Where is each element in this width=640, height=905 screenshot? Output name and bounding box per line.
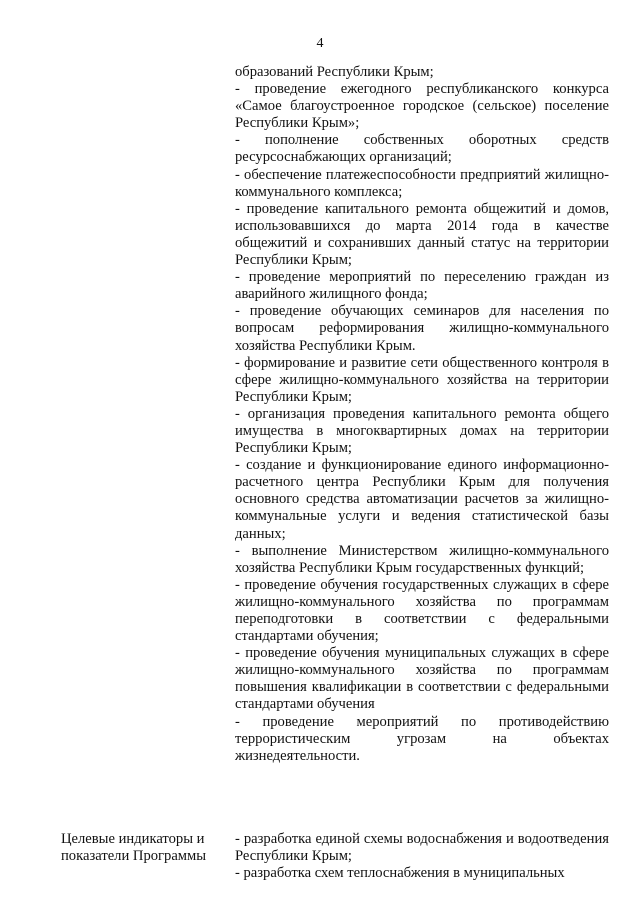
list-item: - выполнение Министерством жилищно-коммунального хозяйства Республики Крым государственных функций; bbox=[235, 542, 609, 576]
list-item: - проведение мероприятий по противодействию террористическим угрозам на объектах жизнедеятельности. bbox=[235, 713, 609, 764]
list-item: - пополнение собственных оборотных средств ресурсоснабжающих организаций; bbox=[235, 132, 609, 166]
list-item: - проведение обучения государственных служащих в сфере жилищно-коммунального хозяйства по программам переподготовки в соответствии с федеральными стандартами обучения; bbox=[235, 576, 609, 645]
list-item: - разработка схем теплоснабжения в муниципальных bbox=[235, 865, 565, 882]
list-item: - формирование и развитие сети общественного контроля в сфере жилищно-коммунального хозяйства на территории Республики Крым; bbox=[235, 354, 609, 405]
page-number: 4 bbox=[316, 36, 324, 51]
list-item: - проведение мероприятий по переселению граждан из аварийного жилищного фонда; bbox=[235, 269, 609, 303]
measures-list bbox=[235, 64, 609, 765]
list-item: - обеспечение платежеспособности предприятий жилищно-коммунального комплекса; bbox=[235, 166, 609, 200]
section-label: Целевые индикаторы и показатели Программы bbox=[61, 831, 207, 864]
list-item: - проведение обучающих семинаров для населения по вопросам реформирования жилищно-коммунального хозяйства Республики Крым. bbox=[235, 303, 609, 354]
list-item: - организация проведения капитального ремонта общего имущества в многоквартирных домах на территории Республики Крым; bbox=[235, 405, 609, 457]
list-item: - проведение ежегодного республиканского конкурса «Самое благоустроенное городское (сельское) поселение Республики Крым»; bbox=[235, 81, 609, 132]
list-item: - создание и функционирование единого информационно-расчетного центра Республики Крым для получения основного средства автоматизации расчетов за жилищно-коммунальные услуги и ведения статистической базы данных; bbox=[235, 457, 609, 542]
list-item: - проведение обучения муниципальных служащих в сфере жилищно-коммунального хозяйства по программам повышения квалификации в соответствии с федеральными стандартами обучения bbox=[235, 645, 609, 713]
list-item: - проведение капитального ремонта общежитий и домов, использовавшихся до марта 2014 года в качестве общежитий и сохранивших данный статус на территории Республики Крым; bbox=[235, 200, 609, 269]
list-item: образований Республики Крым; bbox=[235, 64, 434, 80]
indicators-list bbox=[235, 831, 609, 882]
list-item: - разработка единой схемы водоснабжения и водоотведения Республики Крым; bbox=[235, 831, 609, 865]
